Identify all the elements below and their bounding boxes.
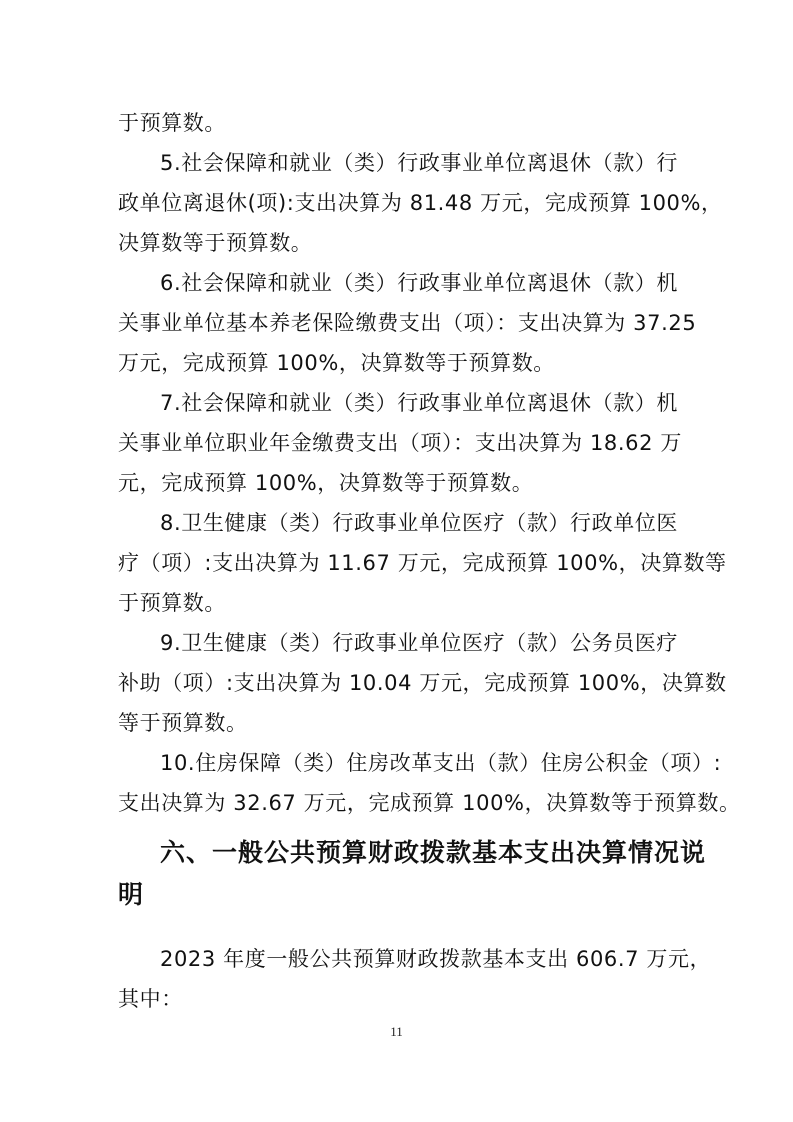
text-line: 政单位离退休(项):支出决算为 81.48 万元，完成预算 100%， xyxy=(118,191,723,215)
text-line: 关事业单位职业年金缴费支出（项）：支出决算为 18.62 万 xyxy=(118,431,682,455)
summary-text: 2023 年度一般公共预算财政拨款基本支出 606.7 万元， xyxy=(160,947,712,971)
text-line: 万元，完成预算 100%，决算数等于预算数。 xyxy=(118,351,555,375)
section-heading-continued: 明 xyxy=(118,880,145,909)
text-line: 决算数等于预算数。 xyxy=(118,231,313,255)
page-number: 11 xyxy=(390,1024,403,1039)
text-line: 于预算数。 xyxy=(118,111,226,135)
text-line: 6.社会保障和就业（类）行政事业单位离退休（款）机 xyxy=(160,271,679,295)
text-line: 支出决算为 32.67 万元，完成预算 100%，决算数等于预算数。 xyxy=(118,791,741,815)
text-line: 补助（项）:支出决算为 10.04 万元，完成预算 100%，决算数 xyxy=(118,671,727,695)
text-line: 疗（项）:支出决算为 11.67 万元，完成预算 100%，决算数等 xyxy=(118,551,727,575)
summary-text: 其中： xyxy=(118,987,183,1011)
text-line: 7.社会保障和就业（类）行政事业单位离退休（款）机 xyxy=(160,391,679,415)
text-line: 9.卫生健康（类）行政事业单位医疗（款）公务员医疗 xyxy=(160,631,679,655)
text-line: 10.住房保障（类）住房改革支出（款）住房公积金（项）: xyxy=(160,751,722,775)
text-line: 5.社会保障和就业（类）行政事业单位离退休（款）行 xyxy=(160,151,679,175)
text-line: 8.卫生健康（类）行政事业单位医疗（款）行政单位医 xyxy=(160,511,679,535)
text-line: 元，完成预算 100%，决算数等于预算数。 xyxy=(118,471,534,495)
text-line: 关事业单位基本养老保险缴费支出（项）：支出决算为 37.25 xyxy=(118,311,697,335)
text-line: 等于预算数。 xyxy=(118,711,248,735)
section-heading: 六、一般公共预算财政拨款基本支出决算情况说 xyxy=(160,838,707,867)
text-line: 于预算数。 xyxy=(118,591,226,615)
